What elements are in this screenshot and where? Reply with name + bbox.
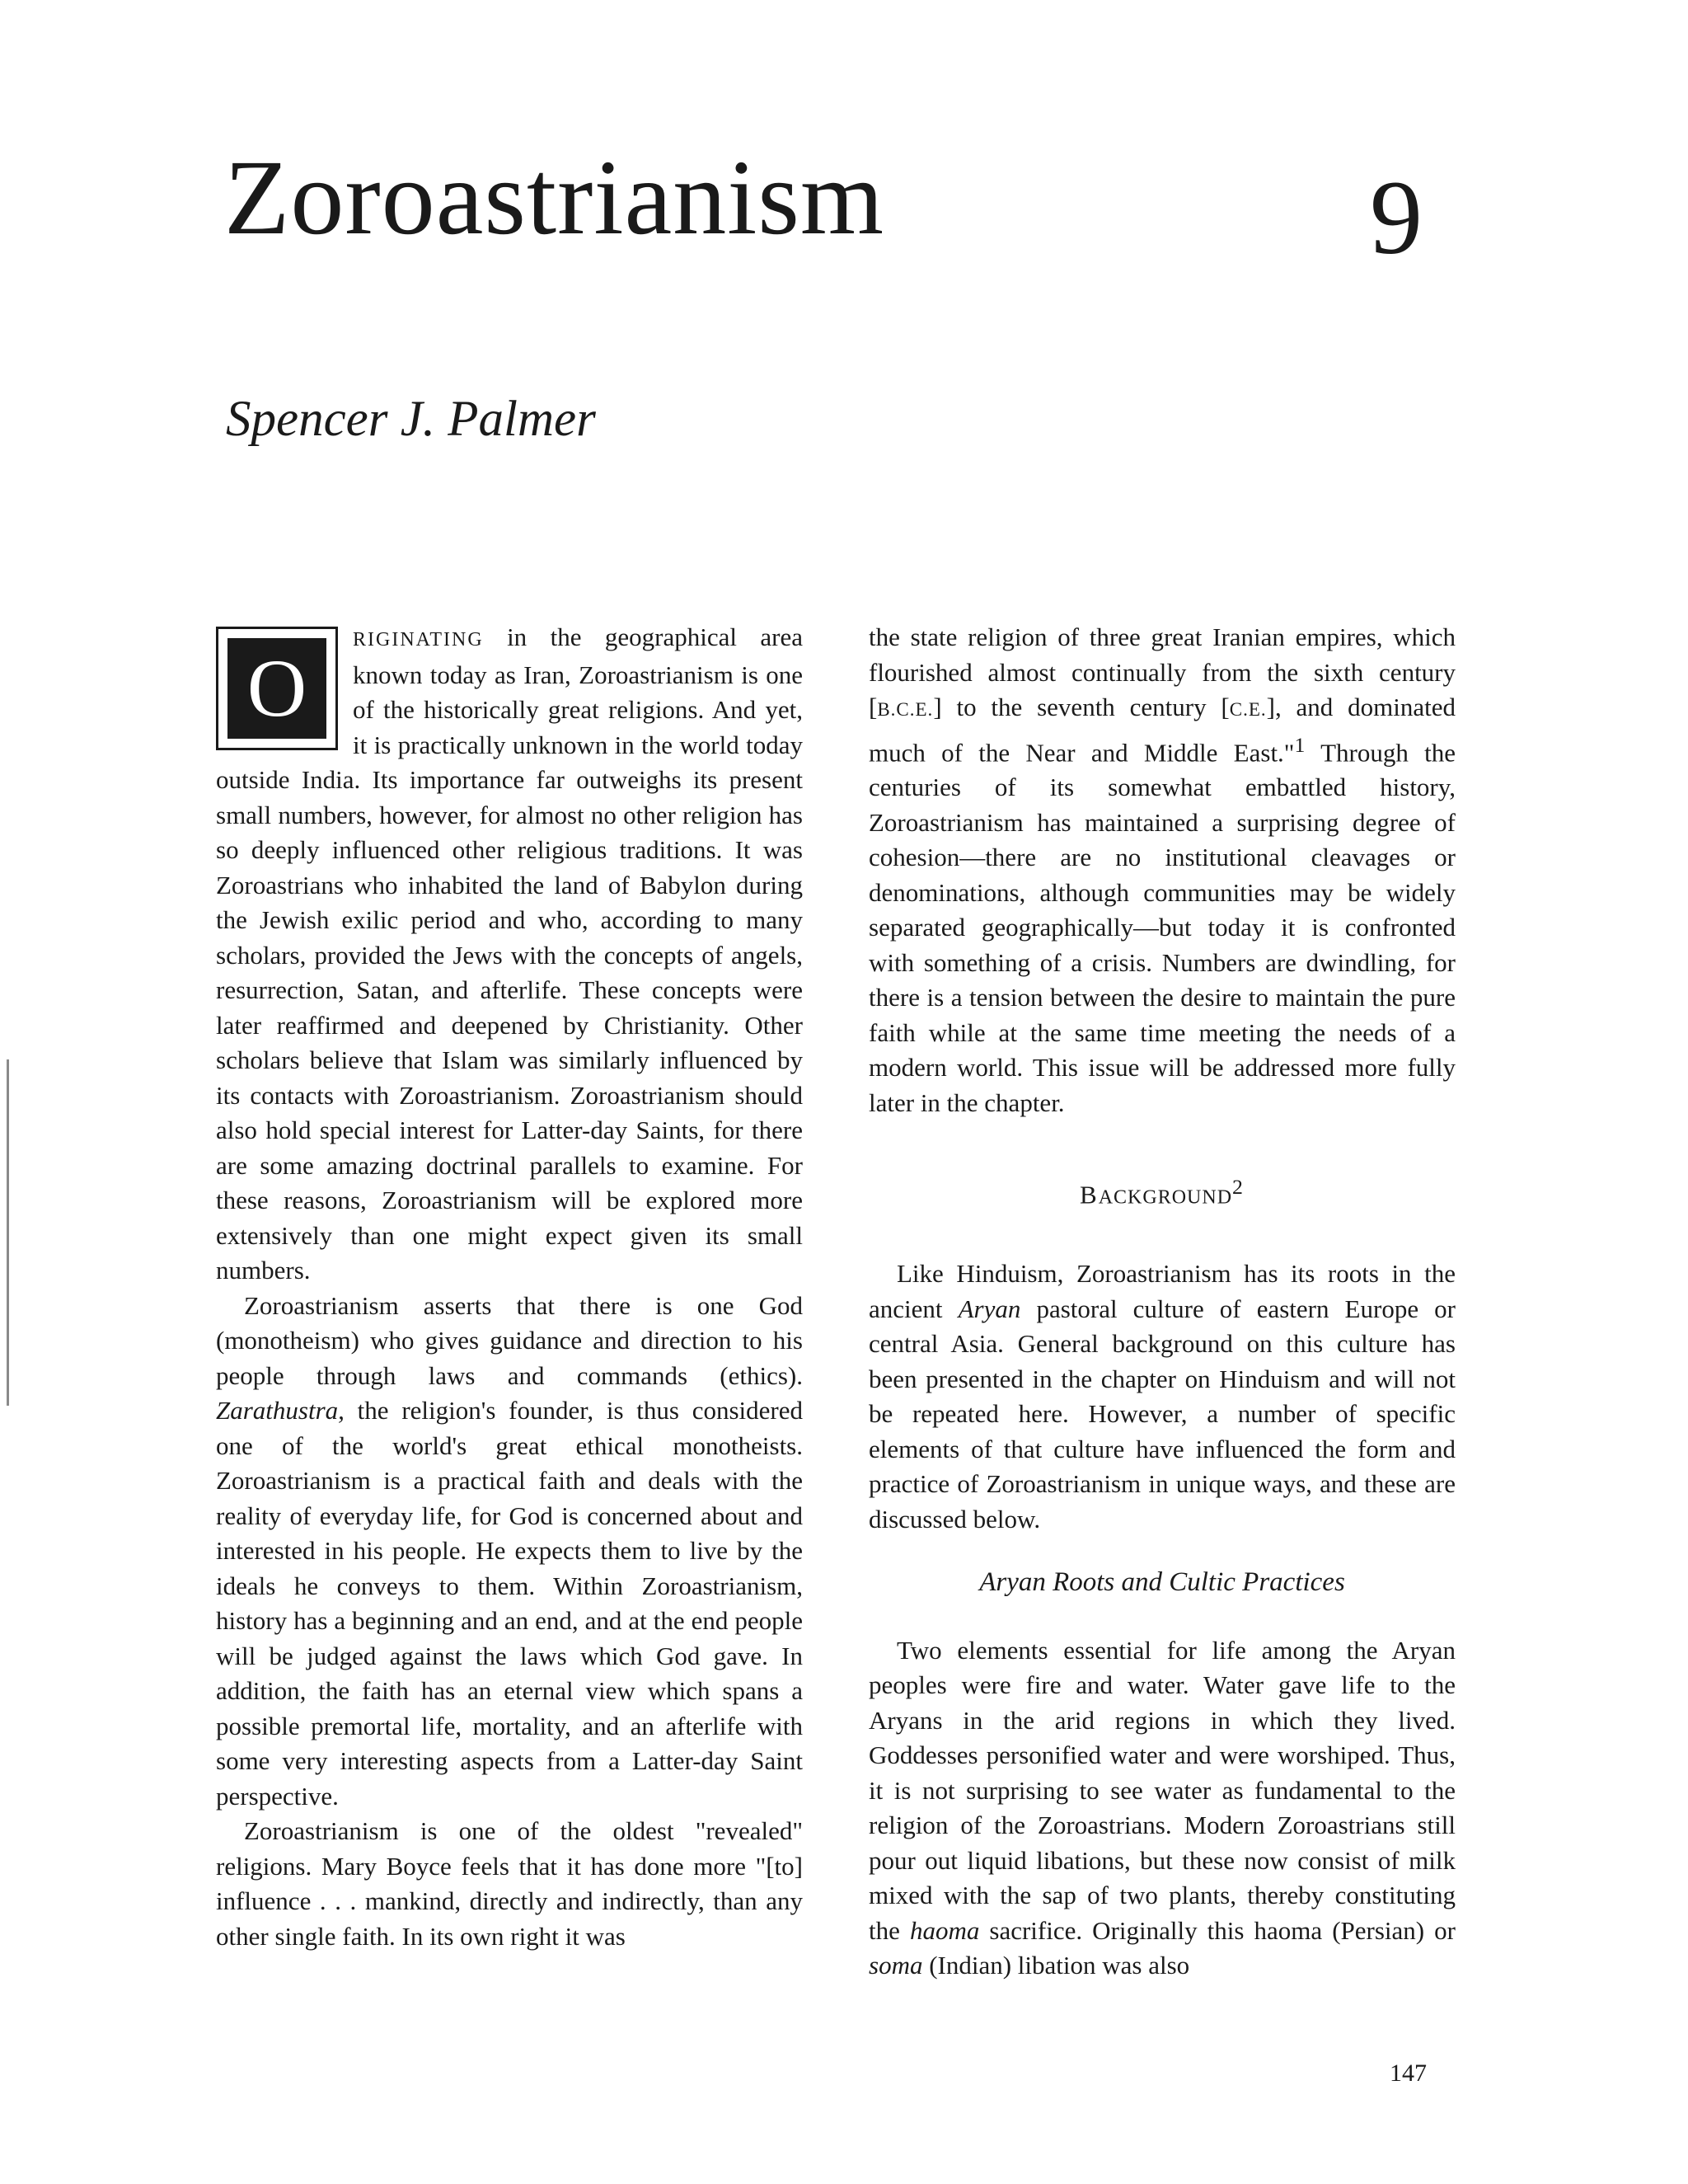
drop-cap-letter: O — [227, 638, 326, 739]
paragraph — [216, 620, 803, 1289]
paragraph-text: Two elements essential for life among the Aryan peoples were fire and water. Water gave life to the Aryans in the arid regions in which they lived. Goddesses personified water and were worshiped. Thus, it is not surprising to see water as fundamental to the religion of the Zoroastrians. Modern Zoroastrians still pour out liquid libations, but these now consist of milk mixed with the sap of two plants, thereby constituting the — [869, 1635, 1456, 1945]
italic-term: haoma — [909, 1915, 980, 1945]
subsection-heading: Aryan Roots and Cultic Practices — [979, 1567, 1345, 1598]
paragraph — [216, 1814, 803, 1954]
footnote-marker: 2 — [1232, 1175, 1245, 1200]
era-abbreviation: B.C.E. — [877, 699, 934, 720]
chapter-number: 9 — [1370, 159, 1423, 276]
paragraph-text: Like Hinduism, Zoroastrianism has its roots in the ancient — [869, 1259, 1456, 1323]
author-name: Spencer J. Palmer — [226, 392, 596, 447]
paragraph-text: sacrifice. Originally this haoma (Persian) or — [979, 1915, 1456, 1945]
paragraph-text: pastoral culture of eastern Europe or central Asia. General background on this culture has been presented in the chapter on Hinduism and will not be repeated here. However, a number of specific elements of that culture have influenced the form and practice of Zoroastrianism in unique ways, and these are discussed below. — [869, 1294, 1456, 1533]
paragraph-text: ], and dominated much of the Near and Middle East." — [869, 693, 1456, 767]
scan-edge-mark — [7, 1059, 9, 1406]
paragraph-text: (Indian) libation was also — [922, 1951, 1190, 1980]
section-heading — [869, 1170, 1456, 1215]
section-heading-text: ACKGROUND — [1098, 1186, 1233, 1209]
lead-in-caps: RIGINATING — [353, 629, 484, 651]
paragraph — [216, 1289, 803, 1815]
chapter-title: Zoroastrianism — [224, 139, 885, 257]
paragraph-text: in the geographical area known today as Iran, Zoroastrianism is one of the historically great religions. And yet, it is practically unknown in the world today outside India. Its importance far outweighs its present small numbers, however, for almost no other religion has so deeply influenced other religious traditions. It was Zoroastrians who inhabited the land of Babylon during the Jewish exilic period and who, according to many scholars, provided the Jews with the concepts of angels, resurrection, Satan, and afterlife. These concepts were later reaffirmed and deepened by Christianity. Other scholars believe that Islam was similarly influenced by its contacts with Zoroastrianism. Zoroastrianism should also hold special interest for Latter-day Saints, for there are some amazing doctrinal parallels to examine. For these reasons, Zoroastrianism will be explored more extensively than one might expect given its small numbers. — [216, 622, 803, 1285]
footnote-marker: 1 — [1294, 732, 1306, 757]
paragraph-text: Zoroastrianism asserts that there is one God (monotheism) who gives guidance and direction to his people through laws and commands (ethics). — [216, 1290, 803, 1390]
paragraph-text: the religion's founder, is thus considered one of the world's great ethical monotheists. Zoroastrianism is a practical faith and deals with the reality of everyday life, for God is concerned about and interested in his people. He expects them to live by the ideals he conveys to them. Within Zoroastrianism, history has a beginning and an end, and at the end people will be judged against the laws which God gave. In addition, the faith has an eternal view which spans a possible premortal life, mortality, and an afterlife with some very interesting aspects from a Latter-day Saint perspective. — [216, 1396, 803, 1811]
right-column — [869, 620, 1456, 1984]
era-abbreviation: C.E. — [1229, 699, 1267, 720]
paragraph-text: the state religion of three great Iranian empires, which flourished almost continually from the sixth century [ — [869, 622, 1456, 721]
paragraph-text: ] to the seventh century [ — [933, 693, 1230, 721]
paragraph-text: Zoroastrianism is one of the oldest "revealed" religions. Mary Boyce feels that it has done more "[to] influence . . . mankind, directly and indirectly, than any other single faith. In its own right it was — [216, 1816, 803, 1951]
italic-term: soma — [869, 1951, 923, 1980]
italic-term: Aryan — [958, 1294, 1021, 1323]
paragraph-text: Through the centuries of its somewhat embattled history, Zoroastrianism has maintained a surprising degree of cohesion—there are no institutional cleavages or denominations, although communities may be widely separated geographically—but today it is confronted with something of a crisis. Numbers are dwindling, for there is a tension between the desire to maintain the pure faith while at the same time meeting the needs of a modern world. This issue will be addressed more fully later in the chapter. — [869, 737, 1456, 1117]
italic-term: Zarathustra, — [216, 1396, 345, 1425]
drop-cap — [216, 627, 338, 750]
paragraph — [869, 1256, 1456, 1537]
paragraph — [869, 1633, 1456, 1984]
section-heading-initial: B — [1080, 1180, 1099, 1209]
paragraph — [869, 620, 1456, 1120]
left-column — [216, 620, 803, 1954]
page-number: 147 — [1390, 2060, 1427, 2087]
